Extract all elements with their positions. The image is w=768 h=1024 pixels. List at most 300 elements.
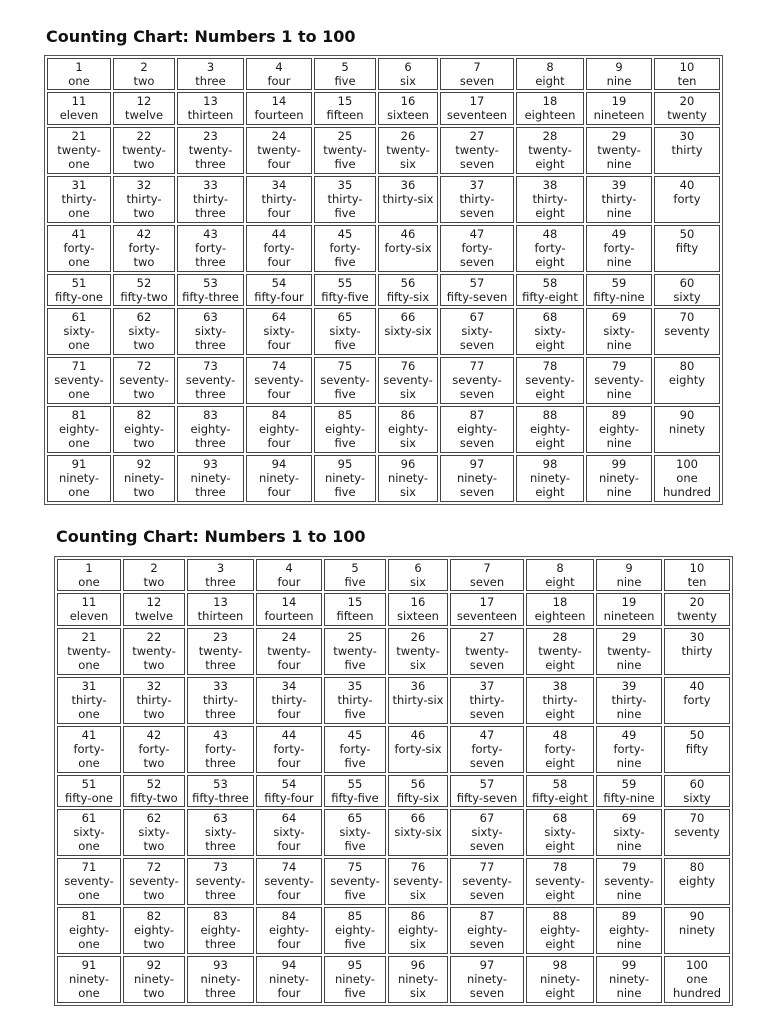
- cell-word: sixty- one: [73, 825, 105, 854]
- cell-number: 38: [552, 678, 568, 693]
- cell-word: five: [344, 575, 366, 589]
- number-cell: [246, 92, 312, 124]
- cell-number: 44: [271, 226, 287, 241]
- cell-word: twenty- nine: [597, 142, 641, 171]
- number-cell: [47, 92, 111, 124]
- number-cell: [596, 559, 662, 591]
- cell-number: 53: [203, 275, 218, 290]
- cell-number: 98: [542, 456, 558, 471]
- cell-word: sixty- seven: [459, 324, 495, 353]
- cell-word: thirty- five: [327, 191, 363, 220]
- number-cell: [246, 455, 312, 502]
- cell-word: sixty: [683, 790, 711, 805]
- cell-number: 12: [136, 94, 152, 109]
- cell-number: 50: [679, 226, 695, 241]
- number-cell: [378, 308, 438, 355]
- number-cell: [388, 726, 448, 773]
- cell-word: forty-six: [394, 741, 442, 756]
- cell-word: seventy- two: [119, 373, 169, 402]
- cell-word: fifty-six: [386, 289, 430, 304]
- cell-word: thirty- five: [337, 692, 373, 721]
- cell-number: 14: [281, 595, 297, 610]
- number-cell: [516, 225, 584, 272]
- table-row: [47, 225, 720, 272]
- cell-number: 71: [81, 860, 97, 875]
- cell-word: eighty- one: [68, 923, 110, 951]
- cell-number: 74: [281, 860, 297, 875]
- cell-number: 100: [686, 957, 708, 972]
- cell-number: 88: [552, 909, 568, 923]
- number-cell: [113, 274, 175, 306]
- number-cell: [586, 127, 652, 174]
- cell-word: seventy- four: [254, 373, 304, 402]
- cell-word: thirty- three: [193, 191, 228, 220]
- number-cell: [440, 274, 514, 306]
- cell-word: thirty- nine: [611, 692, 647, 721]
- cell-number: 67: [479, 811, 495, 826]
- cell-number: 62: [136, 310, 152, 325]
- cell-number: 21: [71, 128, 87, 143]
- cell-word: thirty- eight: [542, 692, 578, 721]
- cell-word: ninety: [668, 422, 706, 436]
- cell-number: 30: [679, 128, 695, 143]
- number-cell: [314, 455, 376, 502]
- cell-number: 13: [203, 94, 218, 109]
- cell-number: 42: [146, 727, 162, 742]
- cell-number: 96: [400, 456, 416, 471]
- cell-number: 44: [281, 727, 297, 742]
- cell-word: fifty: [685, 741, 709, 756]
- cell-number: 32: [136, 177, 152, 192]
- number-cell: [314, 274, 376, 306]
- cell-word: forty- five: [339, 741, 371, 770]
- number-cell: [388, 956, 448, 1003]
- cell-word: seventy- two: [129, 874, 179, 903]
- cell-number: 90: [679, 408, 695, 422]
- number-cell: [388, 858, 448, 905]
- cell-number: 57: [479, 776, 495, 791]
- number-cell: [177, 274, 244, 306]
- cell-word: twenty- five: [333, 643, 377, 672]
- cell-word: fourteen: [254, 108, 304, 123]
- number-cell: [187, 726, 254, 773]
- number-cell: [246, 308, 312, 355]
- number-cell: [57, 726, 121, 773]
- cell-word: seventy: [664, 324, 710, 339]
- cell-number: 23: [213, 629, 228, 644]
- cell-number: 24: [281, 629, 297, 644]
- cell-number: 31: [71, 177, 87, 192]
- cell-number: 78: [552, 860, 568, 875]
- cell-word: seventy- nine: [594, 373, 644, 402]
- cell-number: 61: [81, 811, 97, 826]
- cell-number: 67: [469, 310, 485, 325]
- number-cell: [440, 455, 514, 502]
- cell-word: seven: [469, 575, 505, 589]
- cell-word: six: [410, 575, 426, 589]
- cell-number: 20: [679, 94, 695, 109]
- cell-number: 17: [479, 595, 495, 610]
- cell-number: 75: [347, 860, 363, 875]
- number-cell: [654, 357, 720, 404]
- number-cell: [388, 907, 448, 954]
- cell-number: 10: [689, 561, 705, 575]
- number-cell: [440, 406, 514, 453]
- cell-number: 65: [337, 310, 353, 325]
- number-cell: [177, 225, 244, 272]
- number-cell: [450, 907, 524, 954]
- cell-number: 37: [469, 177, 485, 192]
- number-cell: [113, 357, 175, 404]
- cell-word: one: [68, 74, 90, 88]
- cell-number: 58: [552, 776, 568, 791]
- cell-number: 86: [400, 408, 416, 422]
- cell-number: 46: [400, 226, 416, 241]
- number-cell: [246, 274, 312, 306]
- number-cell: [596, 593, 662, 625]
- cell-word: eighty- eight: [539, 923, 581, 951]
- cell-number: 34: [281, 678, 297, 693]
- cell-word: twenty- six: [396, 643, 440, 672]
- number-cell: [450, 858, 524, 905]
- cell-word: twenty- four: [257, 142, 301, 171]
- cell-word: seventeen: [456, 609, 518, 624]
- cell-number: 89: [611, 408, 627, 422]
- cell-number: 29: [611, 128, 627, 143]
- table-row: [47, 58, 720, 90]
- cell-word: eighty- five: [324, 422, 366, 450]
- cell-number: 87: [479, 909, 495, 923]
- cell-number: 55: [347, 776, 363, 791]
- number-cell: [123, 858, 185, 905]
- number-cell: [388, 677, 448, 724]
- cell-number: 3: [206, 60, 215, 74]
- cell-word: seventy- five: [320, 373, 370, 402]
- number-cell: [440, 127, 514, 174]
- number-cell: [596, 956, 662, 1003]
- cell-number: 31: [81, 678, 97, 693]
- number-cell: [664, 559, 730, 591]
- cell-number: 26: [400, 128, 416, 143]
- cell-word: forty- eight: [534, 240, 566, 269]
- cell-number: 73: [213, 860, 228, 875]
- cell-word: sixty- seven: [469, 825, 505, 854]
- cell-number: 38: [542, 177, 558, 192]
- number-cell: [256, 907, 322, 954]
- cell-word: eleven: [59, 108, 99, 123]
- cell-word: fifteen: [336, 609, 374, 624]
- cell-word: sixty- four: [263, 324, 295, 353]
- cell-word: forty: [683, 692, 711, 707]
- number-cell: [246, 225, 312, 272]
- cell-word: fifty-eight: [522, 289, 578, 304]
- cell-word: eighty- four: [258, 422, 300, 450]
- number-cell: [526, 809, 594, 856]
- cell-number: 76: [400, 359, 416, 374]
- number-cell: [177, 176, 244, 223]
- cell-word: twenty- three: [198, 643, 243, 672]
- cell-word: nine: [606, 74, 632, 88]
- cell-number: 70: [689, 811, 705, 826]
- number-cell: [596, 677, 662, 724]
- number-cell: [324, 677, 386, 724]
- cell-number: 97: [469, 456, 485, 471]
- cell-word: thirty: [671, 142, 703, 157]
- cell-number: 17: [469, 94, 485, 109]
- number-cell: [113, 92, 175, 124]
- cell-number: 78: [542, 359, 558, 374]
- cell-number: 2: [150, 561, 158, 575]
- number-cell: [526, 956, 594, 1003]
- cell-word: thirty- two: [136, 692, 172, 721]
- cell-word: forty: [673, 191, 701, 206]
- cell-word: eight: [545, 575, 575, 589]
- number-cell: [586, 308, 652, 355]
- number-cell: [123, 677, 185, 724]
- number-cell: [314, 176, 376, 223]
- cell-word: ninety- one: [68, 971, 110, 1000]
- cell-word: sixty- nine: [613, 825, 645, 854]
- number-cell: [378, 127, 438, 174]
- cell-number: 87: [469, 408, 485, 422]
- cell-number: 56: [400, 275, 416, 290]
- cell-number: 60: [689, 776, 705, 791]
- cell-word: seventy- seven: [462, 874, 512, 903]
- number-cell: [324, 956, 386, 1003]
- cell-word: twenty- two: [132, 643, 176, 672]
- cell-number: 65: [347, 811, 363, 826]
- cell-number: 75: [337, 359, 353, 374]
- cell-word: sixty- three: [204, 825, 237, 854]
- number-cell: [123, 726, 185, 773]
- number-cell: [450, 775, 524, 807]
- table-row: [47, 308, 720, 355]
- number-cell: [586, 58, 652, 90]
- cell-word: eighty: [678, 874, 716, 889]
- cell-number: 4: [285, 561, 293, 575]
- cell-number: 51: [71, 275, 87, 290]
- table-row: [47, 406, 720, 453]
- number-cell: [113, 308, 175, 355]
- cell-word: forty- four: [273, 741, 305, 770]
- cell-number: 63: [213, 811, 228, 826]
- cell-number: 84: [281, 909, 297, 923]
- cell-word: fifty-four: [264, 790, 314, 805]
- number-cell: [586, 225, 652, 272]
- number-cell: [324, 559, 386, 591]
- cell-number: 40: [689, 678, 705, 693]
- cell-number: 53: [213, 776, 228, 791]
- number-cell: [47, 274, 111, 306]
- cell-number: 100: [676, 456, 698, 471]
- cell-number: 26: [410, 629, 426, 644]
- cell-word: ninety- eight: [529, 470, 571, 499]
- cell-word: thirty- four: [271, 692, 307, 721]
- cell-number: 61: [71, 310, 87, 325]
- cell-word: fifty-one: [65, 790, 113, 805]
- number-cell: [654, 225, 720, 272]
- number-cell: [187, 907, 254, 954]
- cell-number: 71: [71, 359, 87, 374]
- cell-word: seventy- six: [383, 373, 433, 402]
- cell-number: 35: [337, 177, 353, 192]
- number-cell: [516, 406, 584, 453]
- cell-word: thirty: [681, 643, 713, 658]
- cell-number: 59: [621, 776, 637, 791]
- cell-word: six: [400, 74, 416, 88]
- cell-word: forty- nine: [613, 741, 645, 770]
- cell-number: 42: [136, 226, 152, 241]
- cell-word: ninety- seven: [456, 470, 498, 499]
- cell-number: 49: [621, 727, 637, 742]
- cell-word: eighty- three: [190, 422, 231, 450]
- cell-word: seventy- nine: [604, 874, 654, 903]
- cell-number: 80: [679, 359, 695, 374]
- cell-number: 19: [611, 94, 627, 109]
- number-cell: [57, 628, 121, 675]
- cell-number: 22: [146, 629, 162, 644]
- cell-number: 36: [400, 177, 416, 192]
- cell-number: 14: [271, 94, 287, 109]
- number-cell: [664, 677, 730, 724]
- cell-number: 25: [347, 629, 363, 644]
- cell-word: sixty: [673, 289, 701, 304]
- number-cell: [47, 127, 111, 174]
- number-cell: [324, 858, 386, 905]
- cell-word: twenty- three: [188, 142, 233, 171]
- cell-number: 81: [81, 909, 97, 923]
- cell-word: twenty: [677, 609, 717, 624]
- cell-word: sixty- eight: [534, 324, 566, 353]
- cell-word: ninety- nine: [608, 971, 650, 1000]
- cell-number: 86: [410, 909, 426, 923]
- number-cell: [378, 92, 438, 124]
- number-cell: [47, 58, 111, 90]
- number-cell: [187, 956, 254, 1003]
- table-row: [57, 858, 730, 905]
- cell-word: fifty-one: [55, 289, 103, 304]
- cell-word: forty- five: [329, 240, 361, 269]
- cell-number: 66: [400, 310, 416, 325]
- cell-number: 92: [146, 957, 162, 972]
- cell-number: 49: [611, 226, 627, 241]
- cell-number: 85: [337, 408, 353, 422]
- number-cell: [324, 628, 386, 675]
- cell-number: 39: [621, 678, 637, 693]
- cell-number: 21: [81, 629, 97, 644]
- cell-number: 95: [347, 957, 363, 972]
- cell-word: one hundred: [672, 971, 722, 1000]
- cell-word: eighty- nine: [608, 923, 650, 951]
- cell-word: fifty-six: [396, 790, 440, 805]
- number-cell: [246, 176, 312, 223]
- cell-word: two: [143, 575, 165, 589]
- cell-number: 5: [351, 561, 359, 575]
- cell-word: one hundred: [662, 470, 712, 499]
- cell-number: 24: [271, 128, 287, 143]
- cell-word: eighty- seven: [466, 923, 508, 951]
- cell-word: ninety- five: [334, 971, 376, 1000]
- cell-word: eight: [535, 74, 565, 88]
- cell-word: sixteen: [397, 609, 439, 624]
- cell-word: twenty- two: [122, 142, 166, 171]
- table-row: [57, 775, 730, 807]
- cell-number: 43: [213, 727, 228, 742]
- number-cell: [526, 628, 594, 675]
- number-cell: [57, 809, 121, 856]
- cell-number: 97: [479, 957, 495, 972]
- chart-title: Counting Chart: Numbers 1 to 100: [56, 527, 366, 546]
- cell-word: seventy- three: [185, 373, 236, 402]
- cell-number: 85: [347, 909, 363, 923]
- number-cell: [516, 357, 584, 404]
- cell-number: 33: [203, 177, 218, 192]
- cell-number: 72: [146, 860, 162, 875]
- cell-number: 84: [271, 408, 287, 422]
- number-cell: [654, 92, 720, 124]
- cell-number: 16: [400, 94, 416, 109]
- table-row: [47, 176, 720, 223]
- cell-word: fifty-nine: [603, 790, 655, 805]
- number-cell: [596, 858, 662, 905]
- number-cell: [596, 726, 662, 773]
- cell-word: four: [267, 74, 291, 88]
- cell-word: thirty- seven: [459, 191, 495, 220]
- number-cell: [664, 726, 730, 773]
- cell-number: 41: [81, 727, 97, 742]
- cell-number: 50: [689, 727, 705, 742]
- cell-word: seventy- eight: [535, 874, 585, 903]
- cell-number: 40: [679, 177, 695, 192]
- cell-word: twenty- five: [323, 142, 367, 171]
- cell-word: eighty- four: [268, 923, 310, 951]
- table-row: [57, 809, 730, 856]
- cell-word: thirty- one: [71, 692, 107, 721]
- number-cell: [123, 628, 185, 675]
- cell-word: twenty- one: [57, 142, 101, 171]
- number-cell: [440, 176, 514, 223]
- cell-number: 54: [271, 275, 287, 290]
- number-cell: [246, 127, 312, 174]
- cell-word: sixty- two: [138, 825, 170, 854]
- cell-word: seventeen: [446, 108, 508, 123]
- number-cell: [450, 593, 524, 625]
- cell-word: three: [205, 575, 236, 589]
- number-cell: [378, 357, 438, 404]
- cell-number: 28: [542, 128, 558, 143]
- number-cell: [596, 628, 662, 675]
- cell-word: fifty: [675, 240, 699, 255]
- cell-number: 52: [136, 275, 152, 290]
- cell-number: 25: [337, 128, 353, 143]
- number-cell: [596, 809, 662, 856]
- cell-word: fifty-two: [120, 289, 168, 304]
- cell-number: 1: [75, 60, 83, 74]
- number-cell: [246, 406, 312, 453]
- number-cell: [526, 593, 594, 625]
- number-cell: [57, 593, 121, 625]
- cell-word: ninety: [678, 923, 716, 937]
- cell-number: 47: [469, 226, 485, 241]
- number-cell: [654, 176, 720, 223]
- cell-number: 33: [213, 678, 228, 693]
- cell-number: 73: [203, 359, 218, 374]
- cell-word: forty- four: [263, 240, 295, 269]
- cell-word: ninety- six: [397, 971, 439, 1000]
- cell-number: 68: [542, 310, 558, 325]
- number-cell: [256, 858, 322, 905]
- cell-number: 62: [146, 811, 162, 826]
